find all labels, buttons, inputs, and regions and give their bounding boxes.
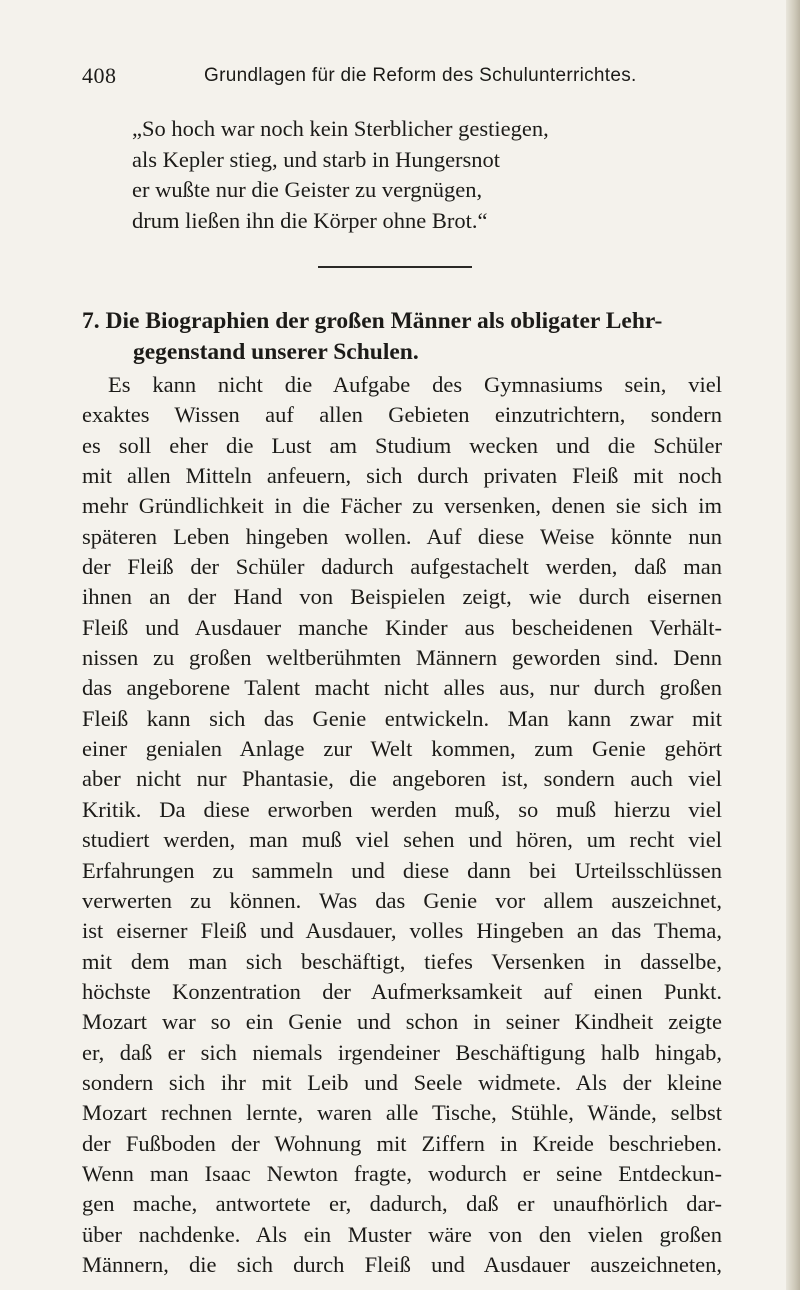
text-line: Wenn man Isaac Newton fragte, wodurch er seine Entdeckun-: [82, 1160, 722, 1186]
text-line: späteren Leben hingeben wollen. Auf diese Weise könnte nun: [82, 523, 722, 549]
verse-line: drum ließen ihn die Körper ohne Brot.“: [132, 207, 488, 233]
text-line: einer genialen Anlage zur Welt kommen, zum Genie gehört: [82, 736, 722, 762]
text-line: er, daß er sich niemals irgendeiner Beschäftigung halb hingab,: [82, 1039, 722, 1065]
page-header: [82, 63, 722, 93]
text-line: der Fleiß der Schüler dadurch aufgestachelt werden, daß man: [82, 554, 722, 580]
text-line: ihnen an der Hand von Beispielen zeigt, wie durch eisernen: [82, 584, 722, 610]
text-line: mehr Gründlichkeit in die Fächer zu versenken, denen sie sich im: [82, 493, 722, 519]
text-line: studiert werden, man muß viel sehen und hören, um recht viel: [82, 827, 722, 853]
text-line: Fleiß und Ausdauer manche Kinder aus bescheidenen Verhält-: [82, 614, 722, 640]
heading-line: gegenstand unserer Schulen.: [133, 339, 419, 365]
text-line: aber nicht nur Phantasie, die angeboren ist, sondern auch viel: [82, 766, 722, 792]
verse-line: als Kepler stieg, und starb in Hungersnot: [132, 146, 501, 172]
verse-line: „So hoch war noch kein Sterblicher gestiegen,: [132, 116, 549, 141]
text-line: der Fußboden der Wohnung mit Ziffern in Kreide beschrieben.: [82, 1130, 722, 1156]
text-line: das angeborene Talent macht nicht alles aus, nur durch großen: [82, 675, 722, 701]
section-heading: [82, 306, 722, 368]
text-line: mit allen Mitteln anfeuern, sich durch privaten Fleiß mit noch: [82, 463, 722, 489]
text-line: mit dem man sich beschäftigt, tiefes Versenken in dasselbe,: [82, 948, 722, 974]
text-line: höchste Konzentration der Aufmerksamkeit auf einen Punkt.: [82, 978, 722, 1004]
running-title: Grundlagen für die Reform des Schulunterrichtes.: [204, 65, 637, 86]
text-line: ist eiserner Fleiß und Ausdauer, volles Hingeben an das Thema,: [82, 918, 722, 944]
text-line: Es kann nicht die Aufgabe des Gymnasiums sein, viel: [108, 372, 722, 397]
text-line: es soll eher die Lust am Studium wecken und die Schüler: [82, 432, 722, 458]
quoted-verse: [132, 114, 732, 236]
text-line: verwerten zu können. Was das Genie vor allem auszeichnet,: [82, 887, 722, 913]
text-line: Mozart rechnen lernte, waren alle Tische, Stühle, Wände, selbst: [82, 1100, 722, 1126]
text-line: sondern sich ihr mit Leib und Seele widmete. Als der kleine: [82, 1069, 722, 1095]
text-line: Kritik. Da diese erworben werden muß, so muß hierzu viel: [82, 796, 722, 822]
text-line: exaktes Wissen auf allen Gebieten einzutrichtern, sondern: [82, 402, 722, 428]
text-line: Männern, die sich durch Fleiß und Ausdauer auszeichneten,: [82, 1251, 722, 1277]
text-line: über nachdenke. Als ein Muster wäre von den vielen großen: [82, 1221, 722, 1247]
section-divider: [318, 266, 472, 268]
text-line: Erfahrungen zu sammeln und diese dann bei Urteilsschlüssen: [82, 857, 722, 883]
text-line: gen mache, antwortete er, dadurch, daß er unaufhörlich dar-: [82, 1191, 722, 1217]
body-paragraph: [82, 370, 722, 1280]
text-line: nissen zu großen weltberühmten Männern geworden sind. Denn: [82, 645, 722, 671]
page-number: 408: [82, 63, 117, 88]
verse-line: er wußte nur die Geister zu vergnügen,: [132, 177, 483, 202]
text-line: Mozart war so ein Genie und schon in seiner Kindheit zeigte: [82, 1009, 722, 1035]
text-line: Fleiß kann sich das Genie entwickeln. Man kann zwar mit: [82, 705, 722, 731]
heading-line: 7. Die Biographien der großen Männer als obligater Lehr-: [82, 308, 663, 334]
